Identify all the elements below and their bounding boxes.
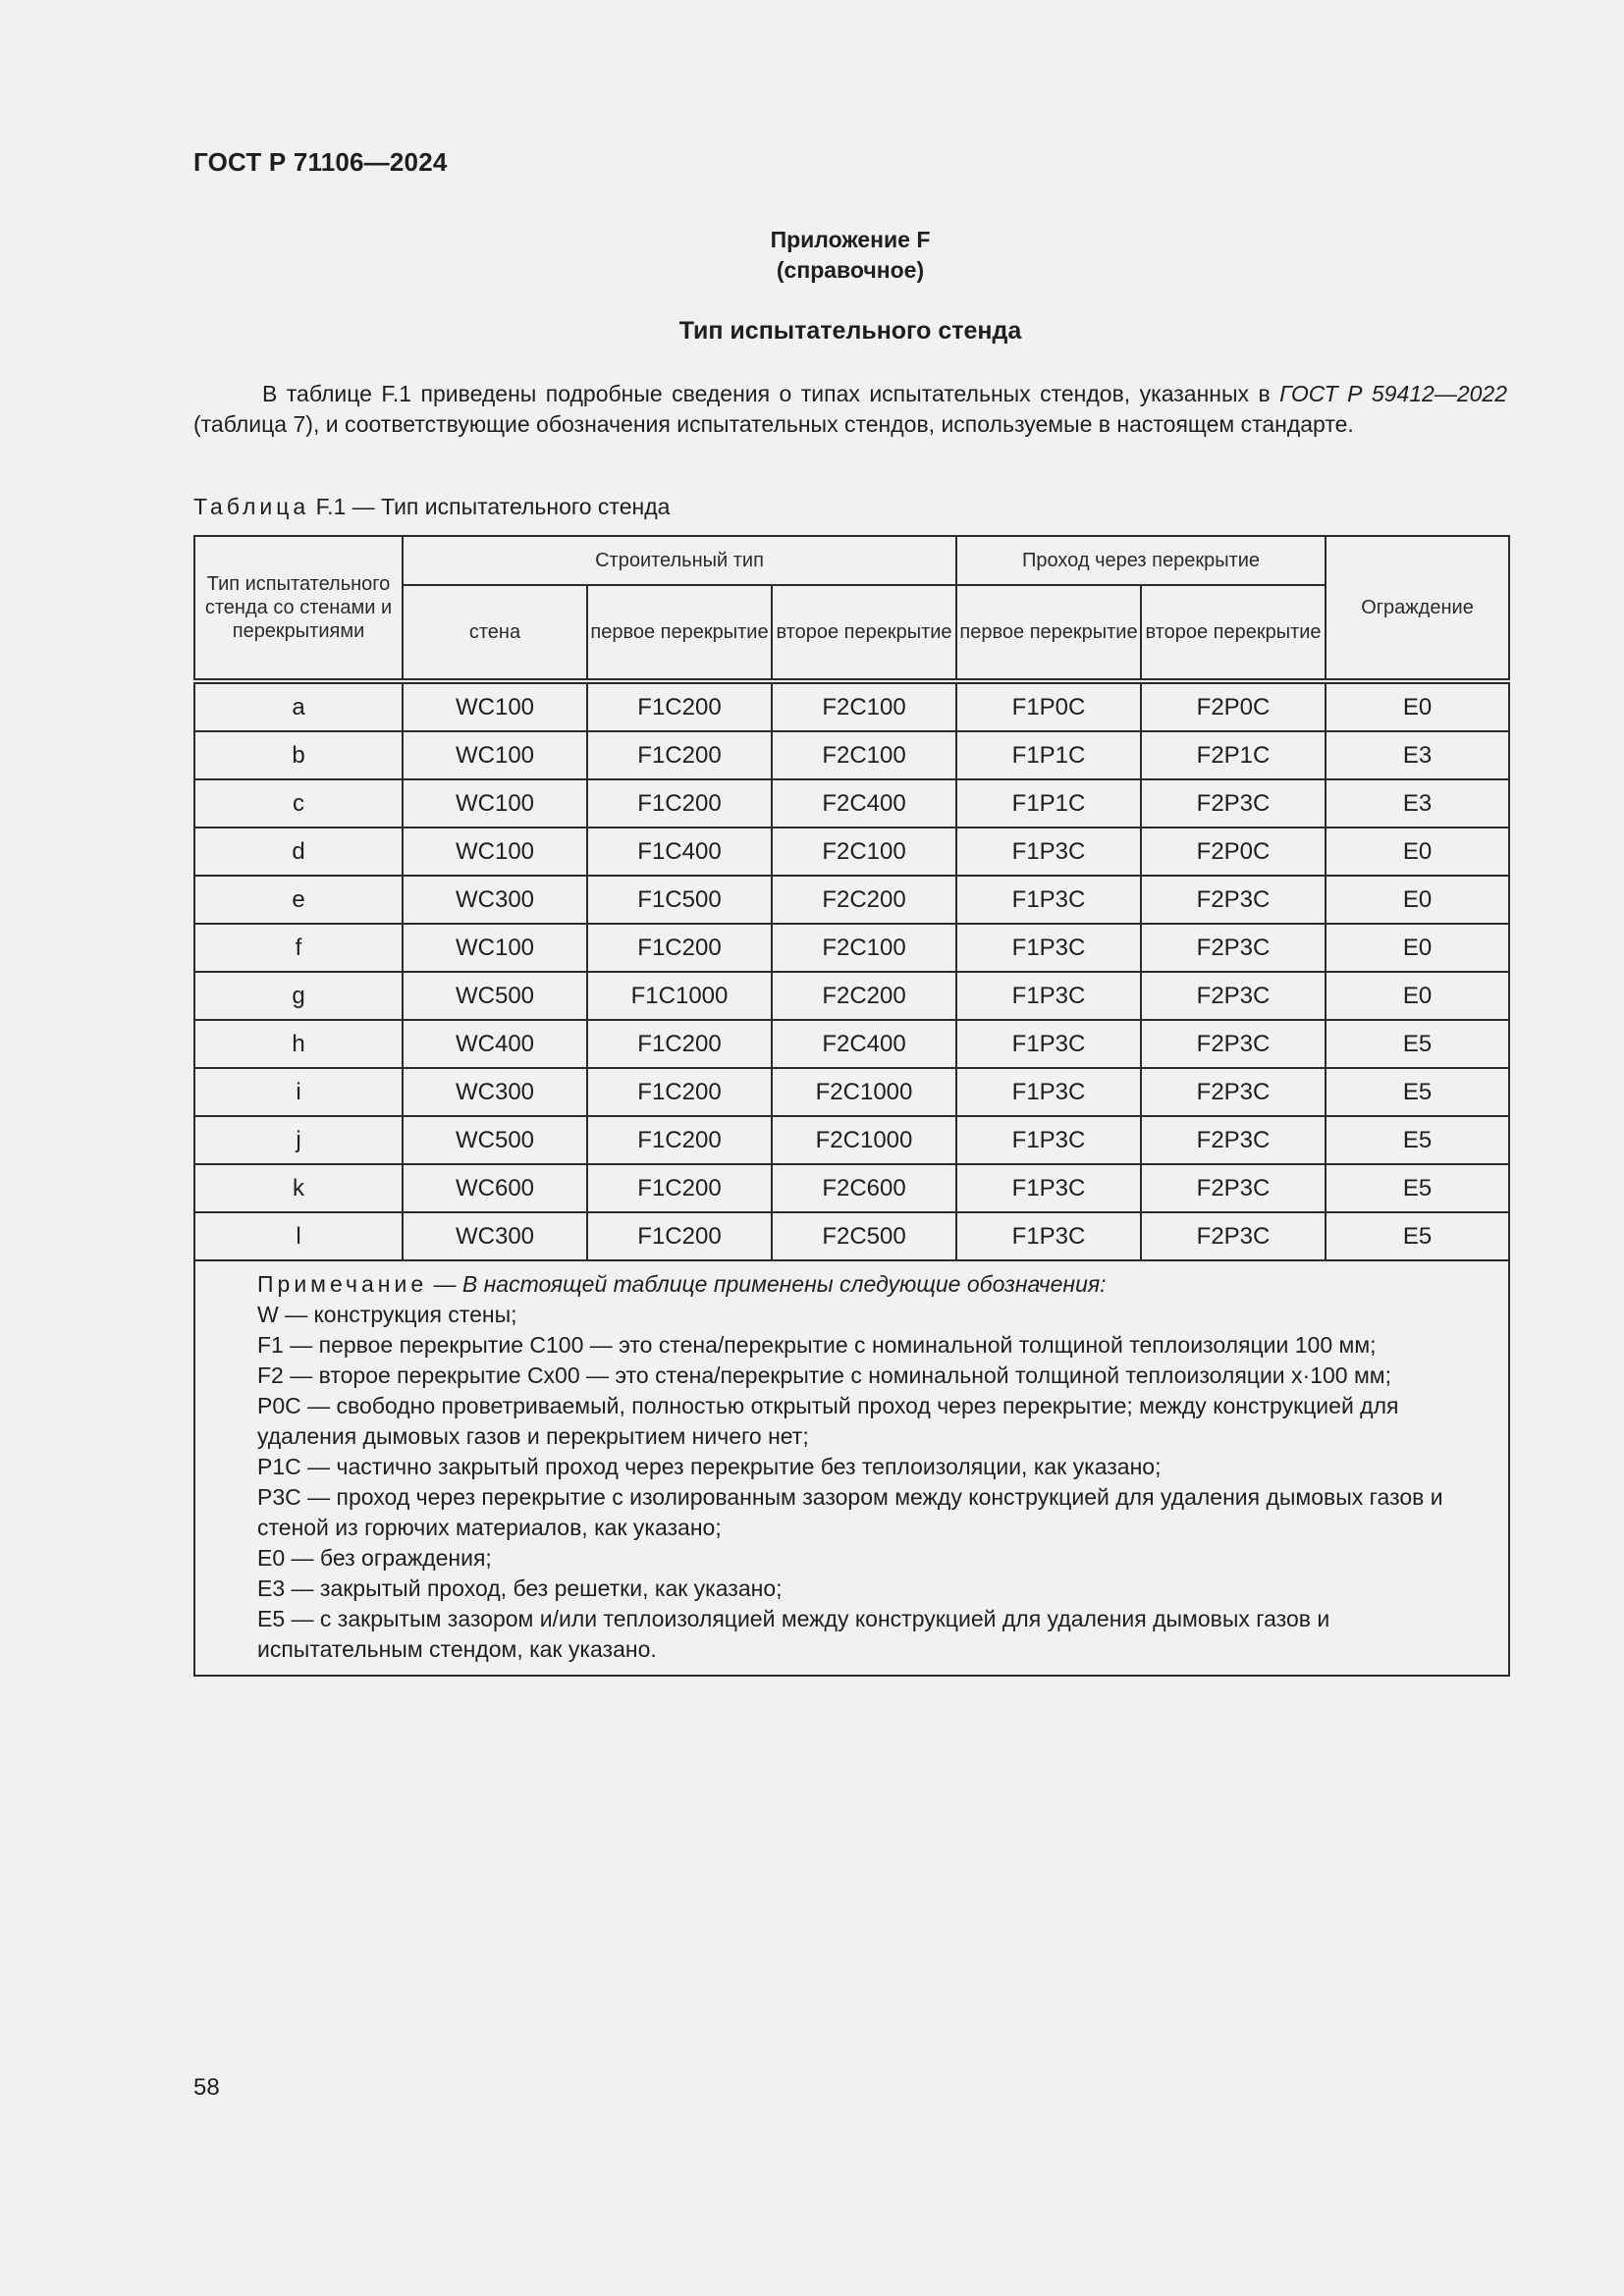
table-cell: F2C100 [772, 924, 956, 972]
table-cell: a [194, 681, 403, 731]
header-passage: Проход через перекрытие [956, 536, 1326, 585]
header-second-floor: второе перекрытие [772, 585, 956, 681]
note-line: P0C — свободно проветриваемый, полностью открытый проход через перекрытие; между конструкцией для удаления дымовых газов и перекрытием ничего нет; [257, 1393, 1399, 1449]
table-caption [193, 494, 670, 520]
table-cell: F1C200 [587, 779, 772, 828]
table-cell: WC500 [403, 1116, 587, 1164]
table-cell: WC300 [403, 876, 587, 924]
table-cell: F1P3C [956, 1116, 1141, 1164]
standard-id: ГОСТ Р 71106—2024 [193, 147, 448, 177]
table-cell: l [194, 1212, 403, 1260]
table-cell: F2P3C [1141, 972, 1326, 1020]
page-number: 58 [193, 2074, 220, 2101]
table-cell: F1P3C [956, 828, 1141, 876]
table-cell: F2C100 [772, 681, 956, 731]
header-type: Тип испытательного стенда со стенами и перекрытиями [194, 536, 403, 681]
table-cell: WC300 [403, 1068, 587, 1116]
header-construction: Строительный тип [403, 536, 956, 585]
table-cell: F2P3C [1141, 1068, 1326, 1116]
table-cell: F2C400 [772, 1020, 956, 1068]
test-rig-table [193, 535, 1510, 1677]
table-row [194, 1212, 1509, 1260]
intro-text-2: (таблица 7), и соответствующие обозначения испытательных стендов, используемые в настоящем стандарте. [193, 411, 1354, 437]
table-cell: k [194, 1164, 403, 1212]
table-cell: F1P3C [956, 876, 1141, 924]
table-row [194, 1020, 1509, 1068]
table-cell: WC100 [403, 924, 587, 972]
table-cell: F2P3C [1141, 1116, 1326, 1164]
header-passage-first: первое перекрытие [956, 585, 1141, 681]
table-cell: E5 [1326, 1212, 1509, 1260]
table-cell: F1P3C [956, 1068, 1141, 1116]
table-cell: E0 [1326, 924, 1509, 972]
table-cell: F2P3C [1141, 1164, 1326, 1212]
table-cell: F1P3C [956, 924, 1141, 972]
table-cell: F2P3C [1141, 1020, 1326, 1068]
table-cell: F2P3C [1141, 924, 1326, 972]
table-cell: F2C200 [772, 972, 956, 1020]
table-cell: F2C1000 [772, 1116, 956, 1164]
table-note [194, 1260, 1509, 1676]
intro-reference: ГОСТ Р 59412—2022 [1279, 381, 1508, 406]
table-cell: WC100 [403, 681, 587, 731]
table-cell: F2C100 [772, 731, 956, 779]
table-cell: F2C600 [772, 1164, 956, 1212]
table-cell: WC500 [403, 972, 587, 1020]
table-row [194, 1068, 1509, 1116]
appendix-title-block [193, 225, 1507, 286]
note-line: P1C — частично закрытый проход через перекрытие без теплоизоляции, как указано; [257, 1454, 1162, 1479]
table-row [194, 1116, 1509, 1164]
table-cell: E5 [1326, 1116, 1509, 1164]
table-row [194, 876, 1509, 924]
table-cell: E3 [1326, 731, 1509, 779]
header-first-floor: первое перекрытие [587, 585, 772, 681]
table-row [194, 779, 1509, 828]
table-cell: b [194, 731, 403, 779]
table-cell: F1C1000 [587, 972, 772, 1020]
note-line: F1 — первое перекрытие С100 — это стена/перекрытие с номинальной толщиной теплоизоляции 100 мм; [257, 1332, 1377, 1358]
table-row [194, 924, 1509, 972]
table-cell: F2C200 [772, 876, 956, 924]
note-line: E5 — с закрытым зазором и/или теплоизоляцией между конструкцией для удаления дымовых газов и испытательным стендом, как указано. [257, 1606, 1330, 1662]
table-cell: WC600 [403, 1164, 587, 1212]
table-cell: F1C200 [587, 681, 772, 731]
table-row [194, 828, 1509, 876]
table-cell: F1C500 [587, 876, 772, 924]
header-wall: стена [403, 585, 587, 681]
table-cell: WC100 [403, 779, 587, 828]
note-line: F2 — второе перекрытие Сх00 — это стена/перекрытие с номинальной толщиной теплоизоляции x·100 мм; [257, 1362, 1391, 1388]
table-cell: F1P3C [956, 1212, 1141, 1260]
appendix-kind: (справочное) [776, 257, 925, 283]
table-cell: F1C200 [587, 1164, 772, 1212]
table-cell: f [194, 924, 403, 972]
table-cell: F2C100 [772, 828, 956, 876]
note-line: E0 — без ограждения; [257, 1545, 492, 1571]
table-cell: E0 [1326, 828, 1509, 876]
table-note-row [194, 1260, 1509, 1676]
table-cell: E5 [1326, 1068, 1509, 1116]
table-cell: WC400 [403, 1020, 587, 1068]
table-cell: F1C200 [587, 1212, 772, 1260]
table-cell: F2C400 [772, 779, 956, 828]
intro-paragraph [193, 379, 1507, 440]
table-cell: F1P3C [956, 1164, 1141, 1212]
table-cell: E5 [1326, 1020, 1509, 1068]
table-row [194, 681, 1509, 731]
table-row [194, 731, 1509, 779]
table-cell: F2P0C [1141, 828, 1326, 876]
table-cell: E5 [1326, 1164, 1509, 1212]
table-cell: c [194, 779, 403, 828]
note-intro-line [211, 1269, 1492, 1300]
table-cell: E3 [1326, 779, 1509, 828]
table-cell: F2C500 [772, 1212, 956, 1260]
header-guard: Ограждение [1326, 536, 1509, 681]
note-line: E3 — закрытый проход, без решетки, как указано; [257, 1575, 783, 1601]
table-cell: WC300 [403, 1212, 587, 1260]
table-cell: F1C200 [587, 731, 772, 779]
table-cell: d [194, 828, 403, 876]
table-cell: E0 [1326, 681, 1509, 731]
table-cell: F2P1C [1141, 731, 1326, 779]
table-cell: h [194, 1020, 403, 1068]
table-cell: j [194, 1116, 403, 1164]
table-caption-rest: F.1 — Тип испытательного стенда [309, 494, 671, 519]
table-row [194, 972, 1509, 1020]
header-passage-second: второе перекрытие [1141, 585, 1326, 681]
table-caption-word: Таблица [193, 494, 310, 519]
table-cell: e [194, 876, 403, 924]
table-cell: F2C1000 [772, 1068, 956, 1116]
table-cell: F1P1C [956, 779, 1141, 828]
note-intro: — В настоящей таблице применены следующие обозначения: [427, 1271, 1107, 1297]
table-cell: F1C200 [587, 924, 772, 972]
table-cell: E0 [1326, 972, 1509, 1020]
table-cell: WC100 [403, 731, 587, 779]
table-cell: F2P3C [1141, 876, 1326, 924]
table-cell: F2P0C [1141, 681, 1326, 731]
table-cell: F1P1C [956, 731, 1141, 779]
table-cell: F2P3C [1141, 779, 1326, 828]
note-line: W — конструкция стены; [257, 1302, 517, 1327]
table-cell: F1C400 [587, 828, 772, 876]
table-cell: F1C200 [587, 1116, 772, 1164]
note-label: Примечание [257, 1271, 428, 1297]
table-cell: F1C200 [587, 1068, 772, 1116]
table-cell: F1P3C [956, 972, 1141, 1020]
table-row [194, 1164, 1509, 1212]
table-cell: F1P3C [956, 1020, 1141, 1068]
table-cell: i [194, 1068, 403, 1116]
note-line: P3C — проход через перекрытие с изолированным зазором между конструкцией для удаления дымовых газов и стеной из горючих материалов, как указано; [257, 1484, 1443, 1540]
appendix-title: Приложение F [770, 227, 931, 252]
intro-text-1: В таблице F.1 приведены подробные сведения о типах испытательных стендов, указанных в [262, 381, 1280, 406]
table-cell: F2P3C [1141, 1212, 1326, 1260]
table-cell: E0 [1326, 876, 1509, 924]
section-heading: Тип испытательного стенда [678, 317, 1022, 345]
table-cell: g [194, 972, 403, 1020]
table-cell: F1C200 [587, 1020, 772, 1068]
table-cell: WC100 [403, 828, 587, 876]
table-cell: F1P0C [956, 681, 1141, 731]
